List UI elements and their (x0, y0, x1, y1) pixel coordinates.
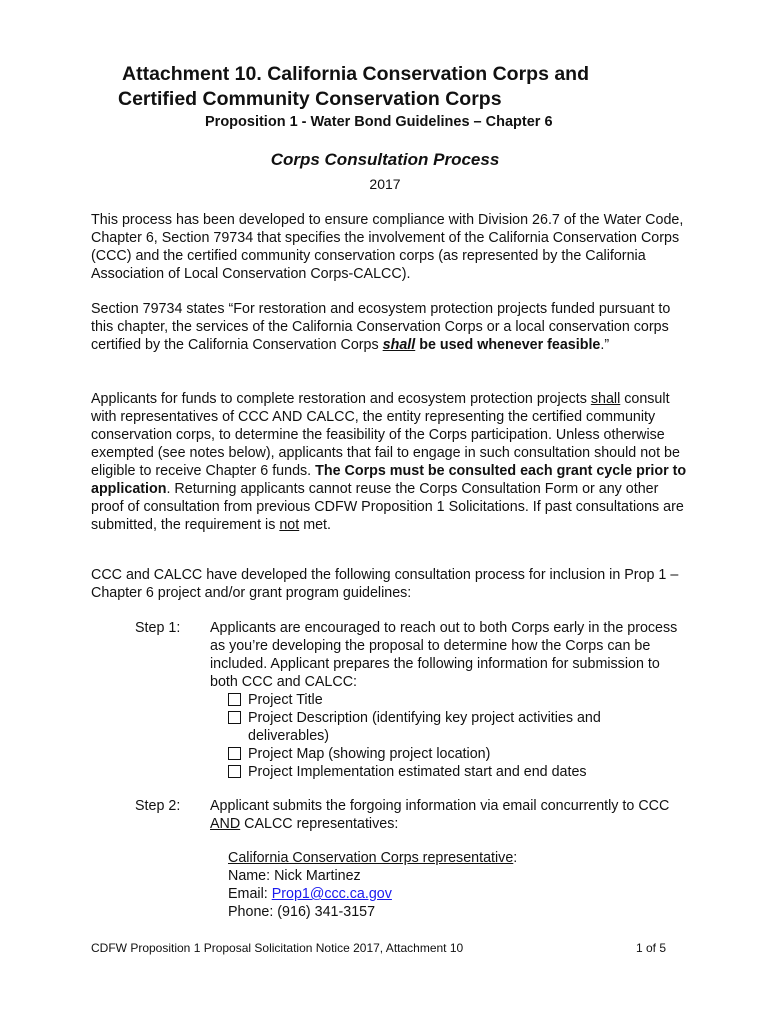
footer-caption: CDFW Proposition 1 Proposal Solicitation Notice 2017, Attachment 10 (91, 941, 464, 955)
p3-not-underlined: not (279, 517, 300, 533)
title-line-2: Certified Community Conservation Corps (118, 88, 502, 110)
document-year: 2017 (369, 176, 401, 192)
step-2-text-b: CALCC representatives: (240, 816, 399, 832)
contact-phone: Phone: (916) 341-3157 (228, 904, 376, 920)
checkbox-icon[interactable] (228, 711, 241, 724)
contact-name: Name: Nick Martinez (228, 868, 361, 884)
p2-end-text: .” (600, 337, 610, 353)
contact-heading-colon: : (513, 850, 518, 866)
contact-email-line (228, 885, 517, 903)
contact-email-label: Email: (228, 886, 272, 902)
checklist-item-label: Project Description (identifying key project activities and deliverables) (248, 710, 601, 744)
checkbox-icon[interactable] (228, 747, 241, 760)
step-2-body (210, 797, 680, 833)
p2-text: Section 79734 states “For restoration and ecosystem protection projects funded pursuant to this chapter, the services of the California Conservation Corps or a local conservation corps certified by the California Conservation Corps (91, 301, 671, 353)
step-1-text: Applicants are encouraged to reach out to both Corps early in the process as you’re developing the proposal to determine how the Corps can be included. Applicant prepares the following information for submission to both CCC and CALCC: (210, 620, 678, 690)
section-heading: Corps Consultation Process (270, 150, 500, 169)
page-number: 1 of 5 (636, 941, 667, 955)
step-2-label: Step 2: (135, 798, 181, 814)
document-subtitle: Proposition 1 - Water Bond Guidelines – Chapter 6 (205, 114, 553, 130)
p2-bold-text: be used whenever feasible (415, 337, 601, 353)
ccc-contact-block (228, 849, 517, 921)
step-2-text-a: Applicant submits the forgoing information via email concurrently to CCC (210, 798, 670, 814)
p3-shall-underlined: shall (590, 391, 621, 407)
applicants-paragraph (91, 390, 687, 534)
checkbox-icon[interactable] (228, 693, 241, 706)
checklist-item (210, 691, 680, 709)
checkbox-icon[interactable] (228, 765, 241, 778)
checklist-item-label: Project Map (showing project location) (248, 746, 491, 762)
contact-heading: California Conservation Corps representative (228, 850, 514, 866)
p3-text-a: Applicants for funds to complete restoration and ecosystem protection projects (91, 391, 591, 407)
checklist-item-label: Project Title (248, 692, 323, 708)
title-line-1: Attachment 10. California Conservation Corps and (122, 63, 590, 85)
contact-email-link[interactable]: Prop1@ccc.ca.gov (271, 886, 392, 902)
checklist-item-label: Project Implementation estimated start and end dates (248, 764, 587, 780)
submission-checklist (210, 691, 680, 781)
p3-text-c: . Returning applicants cannot reuse the Corps Consultation Form or any other proof of consultation from previous CDFW Proposition 1 Solicitations. If past consultations are submitted, the requirement is (91, 481, 684, 533)
checklist-item (210, 745, 680, 763)
step-1-body (210, 619, 680, 781)
checklist-item (210, 763, 680, 781)
step-1-label: Step 1: (135, 620, 181, 636)
step-2-and-underlined: AND (210, 816, 241, 832)
p3-bold-text: The Corps must be consulted each grant cycle prior to application (91, 463, 687, 497)
document-title (118, 62, 718, 112)
p2-shall-emphasis: shall (382, 337, 416, 353)
intro-paragraph: This process has been developed to ensure compliance with Division 26.7 of the Water Code, Chapter 6, Section 79734 that specifies the involvement of the California Conservation Corps (CCC) and the certified community conservation corps (as represented by the California Association of Local Conservation Corps-CALCC). (91, 212, 684, 282)
p3-text-d: met. (299, 517, 331, 533)
section-79734-paragraph (91, 300, 687, 354)
contact-heading-line (228, 849, 517, 867)
checklist-item (210, 709, 680, 745)
process-intro-paragraph: CCC and CALCC have developed the following consultation process for inclusion in Prop 1 – Chapter 6 project and/or grant program guidelines: (91, 567, 679, 601)
p3-text-b: consult with representatives of CCC AND CALCC, the entity representing the certified community conservation corps, to determine the feasibility of the Corps participation. Unless otherwise exempted (see notes below), applicants that fail to engage in such consultation should not be eligible to receive Chapter 6 funds. (91, 391, 680, 479)
